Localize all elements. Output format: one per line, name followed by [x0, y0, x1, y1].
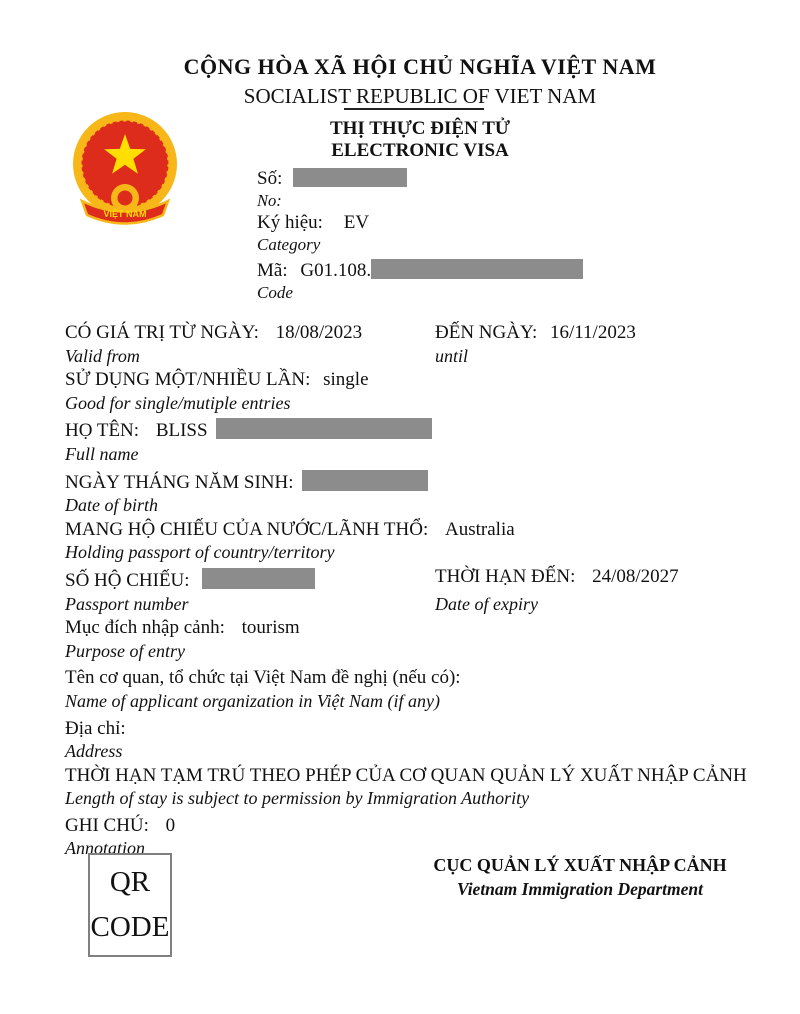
expiry-value: 24/08/2027 — [592, 565, 679, 587]
full-name-sublabel: Full name — [65, 443, 139, 464]
valid-from-label: CÓ GIÁ TRỊ TỪ NGÀY: — [65, 322, 259, 343]
expiry-sublabel: Date of expiry — [435, 593, 538, 614]
document-title-vi: THỊ THỰC ĐIỆN TỬ — [329, 118, 510, 139]
nationality-row — [65, 518, 755, 542]
dob-label: NGÀY THÁNG NĂM SINH: — [65, 471, 294, 493]
visa-meta-block — [257, 165, 583, 304]
code-sublabel: Code — [257, 283, 293, 302]
nationality-label: MANG HỘ CHIẾU CỦA NƯỚC/LÃNH THỔ: — [65, 518, 429, 540]
until-label: ĐẾN NGÀY: — [435, 322, 538, 343]
code-row — [257, 256, 583, 282]
category-value: EV — [343, 212, 370, 233]
category-sublabel: Category — [257, 235, 321, 254]
dob-redacted-value — [302, 470, 428, 491]
address-label: Địa chỉ: — [65, 717, 126, 739]
document-title-en: ELECTRONIC VISA — [331, 140, 509, 161]
until-value: 16/11/2023 — [549, 322, 636, 343]
dob-sublabel: Date of birth — [65, 495, 158, 516]
vietnam-national-emblem-icon — [70, 108, 180, 230]
entries-value: single — [323, 369, 369, 391]
entries-row — [65, 368, 755, 392]
nationality-value: Australia — [445, 518, 515, 540]
nationality-sublabel: Holding passport of country/territory — [65, 542, 335, 563]
code-label: Mã: — [257, 260, 288, 281]
purpose-sublabel: Purpose of entry — [65, 640, 185, 661]
country-title-en: SOCIALIST REPUBLIC OF VIET NAM — [243, 84, 597, 108]
annotation-row — [65, 814, 755, 838]
code-value: G01.108. — [300, 260, 372, 281]
emblem-banner-text: VIỆT NAM — [103, 209, 147, 219]
issuing-authority-en: Vietnam Immigration Department — [456, 879, 703, 899]
code-redacted-value — [371, 259, 583, 279]
address-sublabel: Address — [65, 741, 123, 762]
annotation-sublabel: Annotation — [65, 838, 145, 859]
valid-from-sublabel: Valid from — [65, 345, 140, 366]
header-divider — [344, 108, 484, 110]
stay-label: THỜI HẠN TẠM TRÚ THEO PHÉP CỦA CƠ QUAN QUẢN LÝ XUẤT NHẬP CẢNH — [65, 764, 747, 786]
full-name-row — [65, 415, 755, 443]
passport-number-sublabel: Passport number — [65, 593, 189, 614]
stay-sublabel: Length of stay is subject to permission by Immigration Authority — [65, 788, 530, 809]
stay-row — [65, 764, 755, 788]
until-sublabel: until — [435, 345, 469, 366]
until-group — [435, 321, 636, 345]
passport-number-redacted-value — [202, 568, 315, 589]
visa-number-row — [257, 165, 583, 190]
issuing-authority-block — [407, 853, 753, 901]
qr-code-placeholder — [88, 853, 172, 957]
valid-from-value: 18/08/2023 — [275, 322, 363, 343]
visa-number-label: Số: — [257, 168, 283, 189]
visa-fields — [65, 321, 755, 861]
dob-row — [65, 467, 755, 495]
category-row — [257, 212, 583, 234]
organization-sublabel: Name of applicant organization in Việt Nam (if any) — [65, 690, 440, 711]
visa-number-redacted-value — [293, 168, 407, 187]
validity-row — [65, 321, 755, 345]
qr-code-text-line2: CODE — [90, 911, 170, 943]
organization-label: Tên cơ quan, tổ chức tại Việt Nam đề nghị (nếu có): — [65, 667, 461, 689]
validity-sublabels — [65, 345, 755, 369]
address-row — [65, 717, 755, 741]
category-label: Ký hiệu: — [257, 212, 323, 233]
passport-row — [65, 565, 755, 593]
annotation-value: 0 — [165, 814, 176, 836]
full-name-redacted-value — [216, 418, 432, 439]
entries-sublabel: Good for single/mutiple entries — [65, 392, 291, 413]
passport-number-label: SỐ HỘ CHIẾU: — [65, 569, 190, 591]
purpose-value: tourism — [241, 617, 300, 639]
full-name-label: HỌ TÊN: — [65, 420, 140, 442]
expiry-label: THỜI HẠN ĐẾN: — [435, 565, 576, 587]
expiry-group — [435, 565, 679, 589]
annotation-label: GHI CHÚ: — [65, 814, 149, 836]
purpose-row — [65, 616, 755, 640]
purpose-label: Mục đích nhập cảnh: — [65, 617, 225, 639]
qr-code-text-line1: QR — [109, 866, 151, 898]
issuing-authority-vi: CỤC QUẢN LÝ XUẤT NHẬP CẢNH — [433, 855, 727, 875]
passport-sublabels — [65, 593, 755, 617]
entries-label: SỬ DỤNG MỘT/NHIỀU LẦN: — [65, 369, 311, 391]
organization-row — [65, 666, 755, 690]
full-name-value: BLISS — [155, 420, 208, 442]
visa-number-sublabel: No: — [257, 191, 282, 210]
country-title-vi: CỘNG HÒA XÃ HỘI CHỦ NGHĨA VIỆT NAM — [183, 54, 657, 79]
